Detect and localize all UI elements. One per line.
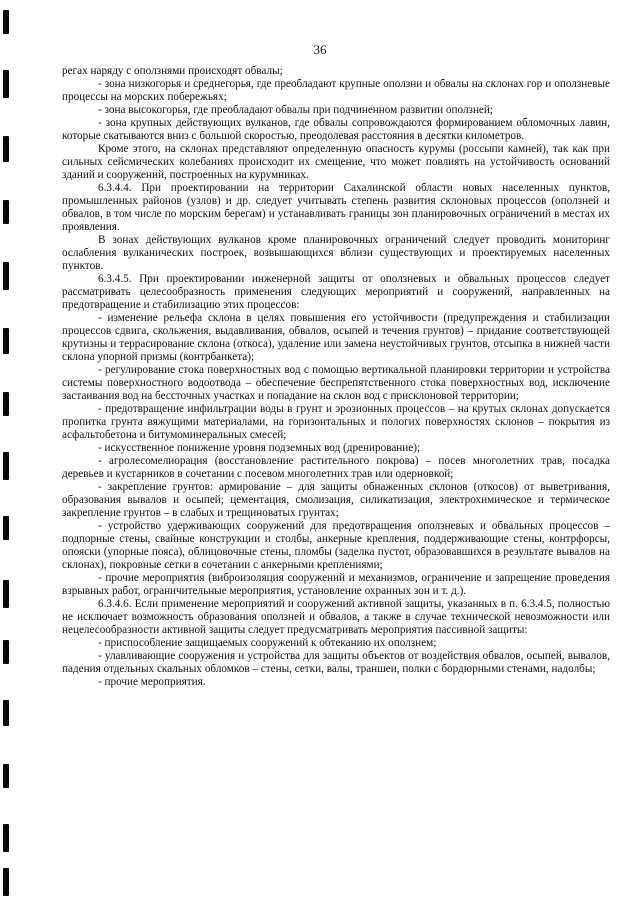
scan-mark (3, 764, 9, 788)
paragraph: - зона низкогорья и среднегорья, где преобладают крупные оползни и обвалы на склонах гор и оползневые процессы на морских побережьях; (62, 78, 610, 103)
paragraph: - прочие мероприятия (виброизоляция сооружений и механизмов, ограничение и запрещение проведения взрывных работ, ограничительные мероприятия, установление охранных зон и т. д.). (62, 572, 610, 597)
paragraph: - закрепление грунтов: армирование – для защиты обнаженных склонов (откосов) от выветривания, образования вывалов и осыпей; цементация, смолизация, силикатизация, электрохимическое и термическое закрепление грунтов – в слабых и трещиноватых грунтах; (62, 481, 610, 519)
scan-mark (3, 580, 9, 608)
paragraph: - предотвращение инфильтрации воды в грунт и эрозионных процессов – на крутых склонах допускается пропитка грунта вяжущими материалами, на горизонтальных и пологих поверхностях склонов – покрытия из асфальтобетона и битумоминеральных смесей; (62, 403, 610, 441)
scan-mark (3, 70, 9, 98)
scan-mark (3, 10, 9, 34)
paragraph: - зона высокогорья, где преобладают обвалы при подчиненном развитии оползней; (98, 104, 493, 116)
scan-mark (3, 392, 9, 416)
paragraph: 6.3.4.4. При проектировании на территории Сахалинской области новых населенных пунктов, промышленных районов (узлов) и др. следует учитывать степень развития склоновых процессов (оползней и обвалов, в том числе по морским берегам) и устанавливать границы зон планировочных ограничений в местах их проявления. (62, 182, 610, 233)
scan-mark (3, 824, 9, 852)
paragraph: регах наряду с оползнями происходят обвалы; (62, 65, 283, 77)
scan-mark (3, 200, 9, 224)
scan-mark (3, 868, 9, 896)
scan-mark (3, 262, 9, 290)
paragraph: - устройство удерживающих сооружений для предотвращения оползневых и обвальных процессов – подпорные стены, свайные конструкции и столбы, анкерные крепления, поддерживающие стены, контрфорсы, опояски (упорные пояса), облицовочные стены, пломбы (заделка пустот, образовавшихся в результате вывалов на склонах), покровные сетки в сочетании с анкерными креплениями; (62, 520, 610, 571)
paragraph: В зонах действующих вулканов кроме планировочных ограничений следует проводить мониторинг ослабления вулканических построек, возвышающихся вблизи существующих и проектируемых населенных пунктов. (62, 234, 610, 272)
scan-binding-marks (0, 0, 14, 905)
paragraph: 6.3.4.5. При проектировании инженерной защиты от оползневых и обвальных процессов следует рассматривать целесообразность применения следующих мероприятий и сооружений, направленных на предотвращение и стабилизацию этих процессов: (62, 273, 610, 311)
paragraph: - регулирование стока поверхностных вод с помощью вертикальной планировки территории и устройства системы поверхностного водоотвода – обеспечение беспрепятственного стока поверхностных вод, исключение застаивания вод на бессточных участках и попадание на склон вод с присклоновой территории; (62, 364, 610, 402)
paragraph: Кроме этого, на склонах представляют определенную опасность курумы (россыпи камней), так как при сильных сейсмических колебаниях происходит их смещение, что может повлиять на устойчивость оснований зданий и сооружений, построенных на курумниках. (62, 143, 610, 181)
page-number: 36 (313, 42, 327, 57)
paragraph: - улавливающие сооружения и устройства для защиты объектов от воздействия обвалов, осыпей, вывалов, падения отдельных скальных обломков – стены, сетки, валы, траншеи, полки с бордюрными стенами, надолбы; (62, 650, 610, 675)
document-body (62, 65, 610, 689)
paragraph: - искусственное понижение уровня подземных вод (дренирование); (98, 442, 421, 454)
paragraph: - приспособление защищаемых сооружений к обтеканию их оползнем; (98, 637, 437, 649)
scan-mark (3, 640, 9, 664)
scan-mark (3, 328, 9, 354)
scan-mark (3, 700, 9, 726)
scan-mark (3, 136, 9, 162)
scan-mark (3, 516, 9, 540)
paragraph: - агролесомелиорация (восстановление растительного покрова) – посев многолетних трав, посадка деревьев и кустарников в сочетании с посевом многолетних трав или одерновкой; (62, 455, 610, 480)
paragraph: - зона крупных действующих вулканов, где обвалы сопровождаются формированием обломочных лавин, которые скатываются вниз с большой скоростью, преодолевая расстояния в десятки километров. (62, 117, 610, 142)
paragraph: - изменение рельефа склона в целях повышения его устойчивости (предупреждения и стабилизации процессов сдвига, скольжения, выдавливания, обвалов, осыпей и течения грунтов) – придание соответствующей крутизны и террасирование склона (откоса), удаление или замена неустойчивых грунтов, отсыпка в нижней части склона упорной призмы (контрбанкета); (62, 312, 610, 363)
paragraph: - прочие мероприятия. (98, 676, 206, 688)
scan-mark (3, 452, 9, 480)
paragraph: 6.3.4.6. Если применение мероприятий и сооружений активной защиты, указанных в п. 6.3.4.5, полностью не исключает возможность образования оползней и обвалов, а также в случае технической невозможности или нецелесообразности активной защиты следует предусматривать мероприятия пассивной защиты: (62, 598, 610, 636)
